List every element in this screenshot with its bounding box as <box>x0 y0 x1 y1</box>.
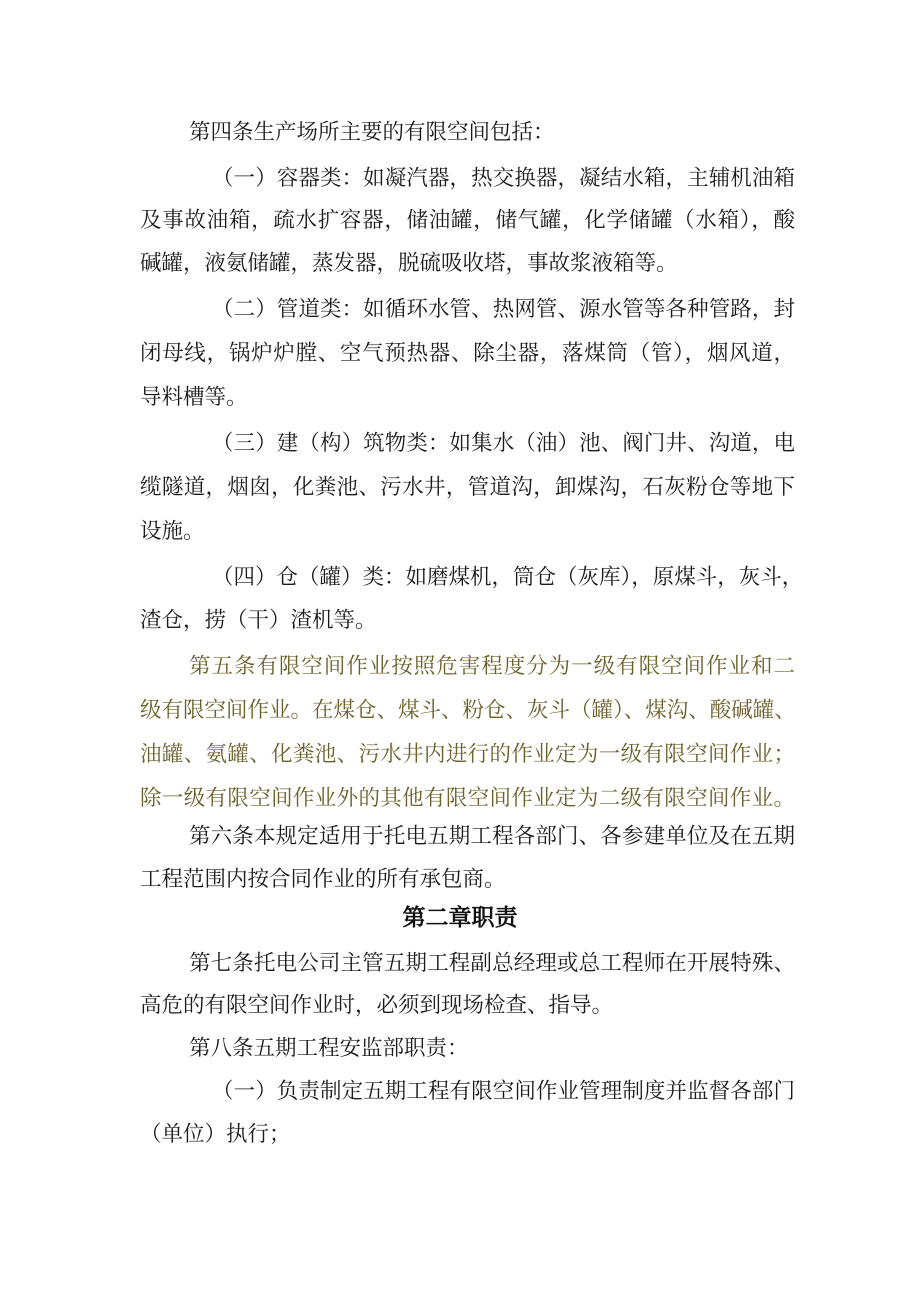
article4-item2-line2: 闭母线，锅炉炉膛、空气预热器、除尘器，落煤筒（管），烟风道， <box>140 341 795 366</box>
article4-item4-line1: （四）仓（罐）类：如磨煤机，筒仓（灰库），原煤斗，灰斗， <box>212 565 804 590</box>
article5-line1: 第五条有限空间作业按照危害程度分为一级有限空间作业和二 <box>189 654 795 679</box>
article7-line1: 第七条托电公司主管五期工程副总经理或总工程师在开展特殊、 <box>189 951 795 976</box>
article7-line2: 高危的有限空间作业时，必须到现场检查、指导。 <box>140 993 614 1018</box>
article4-item2-line1: （二）管道类：如循环水管、热网管、源水管等各种管路，封 <box>212 297 795 322</box>
article4-intro: 第四条生产场所主要的有限空间包括： <box>189 120 555 145</box>
article4-item3-line3: 设施。 <box>140 519 205 544</box>
article5-line3: 油罐、氨罐、化粪池、污水井内进行的作业定为一级有限空间作业； <box>140 742 795 767</box>
article5-line2: 级有限空间作业。在煤仓、煤斗、粉仓、灰斗（罐）、煤沟、酸碱罐、 <box>140 698 796 723</box>
article8-item1-line1: （一）负责制定五期工程有限空间作业管理制度并监督各部门 <box>212 1079 795 1104</box>
article4-item1-line1: （一）容器类：如凝汽器，热交换器，凝结水箱，主辅机油箱 <box>212 166 795 191</box>
article4-item1-line3: 碱罐，液氨储罐，蒸发器，脱硫吸收塔，事故浆液箱等。 <box>140 251 678 276</box>
article6-line1: 第六条本规定适用于托电五期工程各部门、各参建单位及在五期 <box>189 824 795 849</box>
article4-item3-line2: 缆隧道，烟囱，化粪池、污水井，管道沟，卸煤沟，石灰粉仓等地下 <box>140 475 795 500</box>
article6-line2: 工程范围内按合同作业的所有承包商。 <box>140 867 506 892</box>
article4-item1-line2: 及事故油箱，疏水扩容器，储油罐，储气罐，化学储罐（水箱），酸 <box>140 208 795 233</box>
article8-intro: 第八条五期工程安监部职责： <box>189 1036 469 1061</box>
article4-item2-line3: 导料槽等。 <box>140 385 248 410</box>
article8-item1-line2: （单位）执行； <box>140 1122 291 1147</box>
article4-item4-line2: 渣仓，捞（干）渣机等。 <box>140 608 377 633</box>
article4-item3-line1: （三）建（构）筑物类：如集水（油）池、阀门井、沟道，电 <box>212 431 795 456</box>
article5-line4: 除一级有限空间作业外的其他有限空间作业定为二级有限空间作业。 <box>140 786 795 811</box>
chapter-title: 第二章职责 <box>402 905 518 931</box>
